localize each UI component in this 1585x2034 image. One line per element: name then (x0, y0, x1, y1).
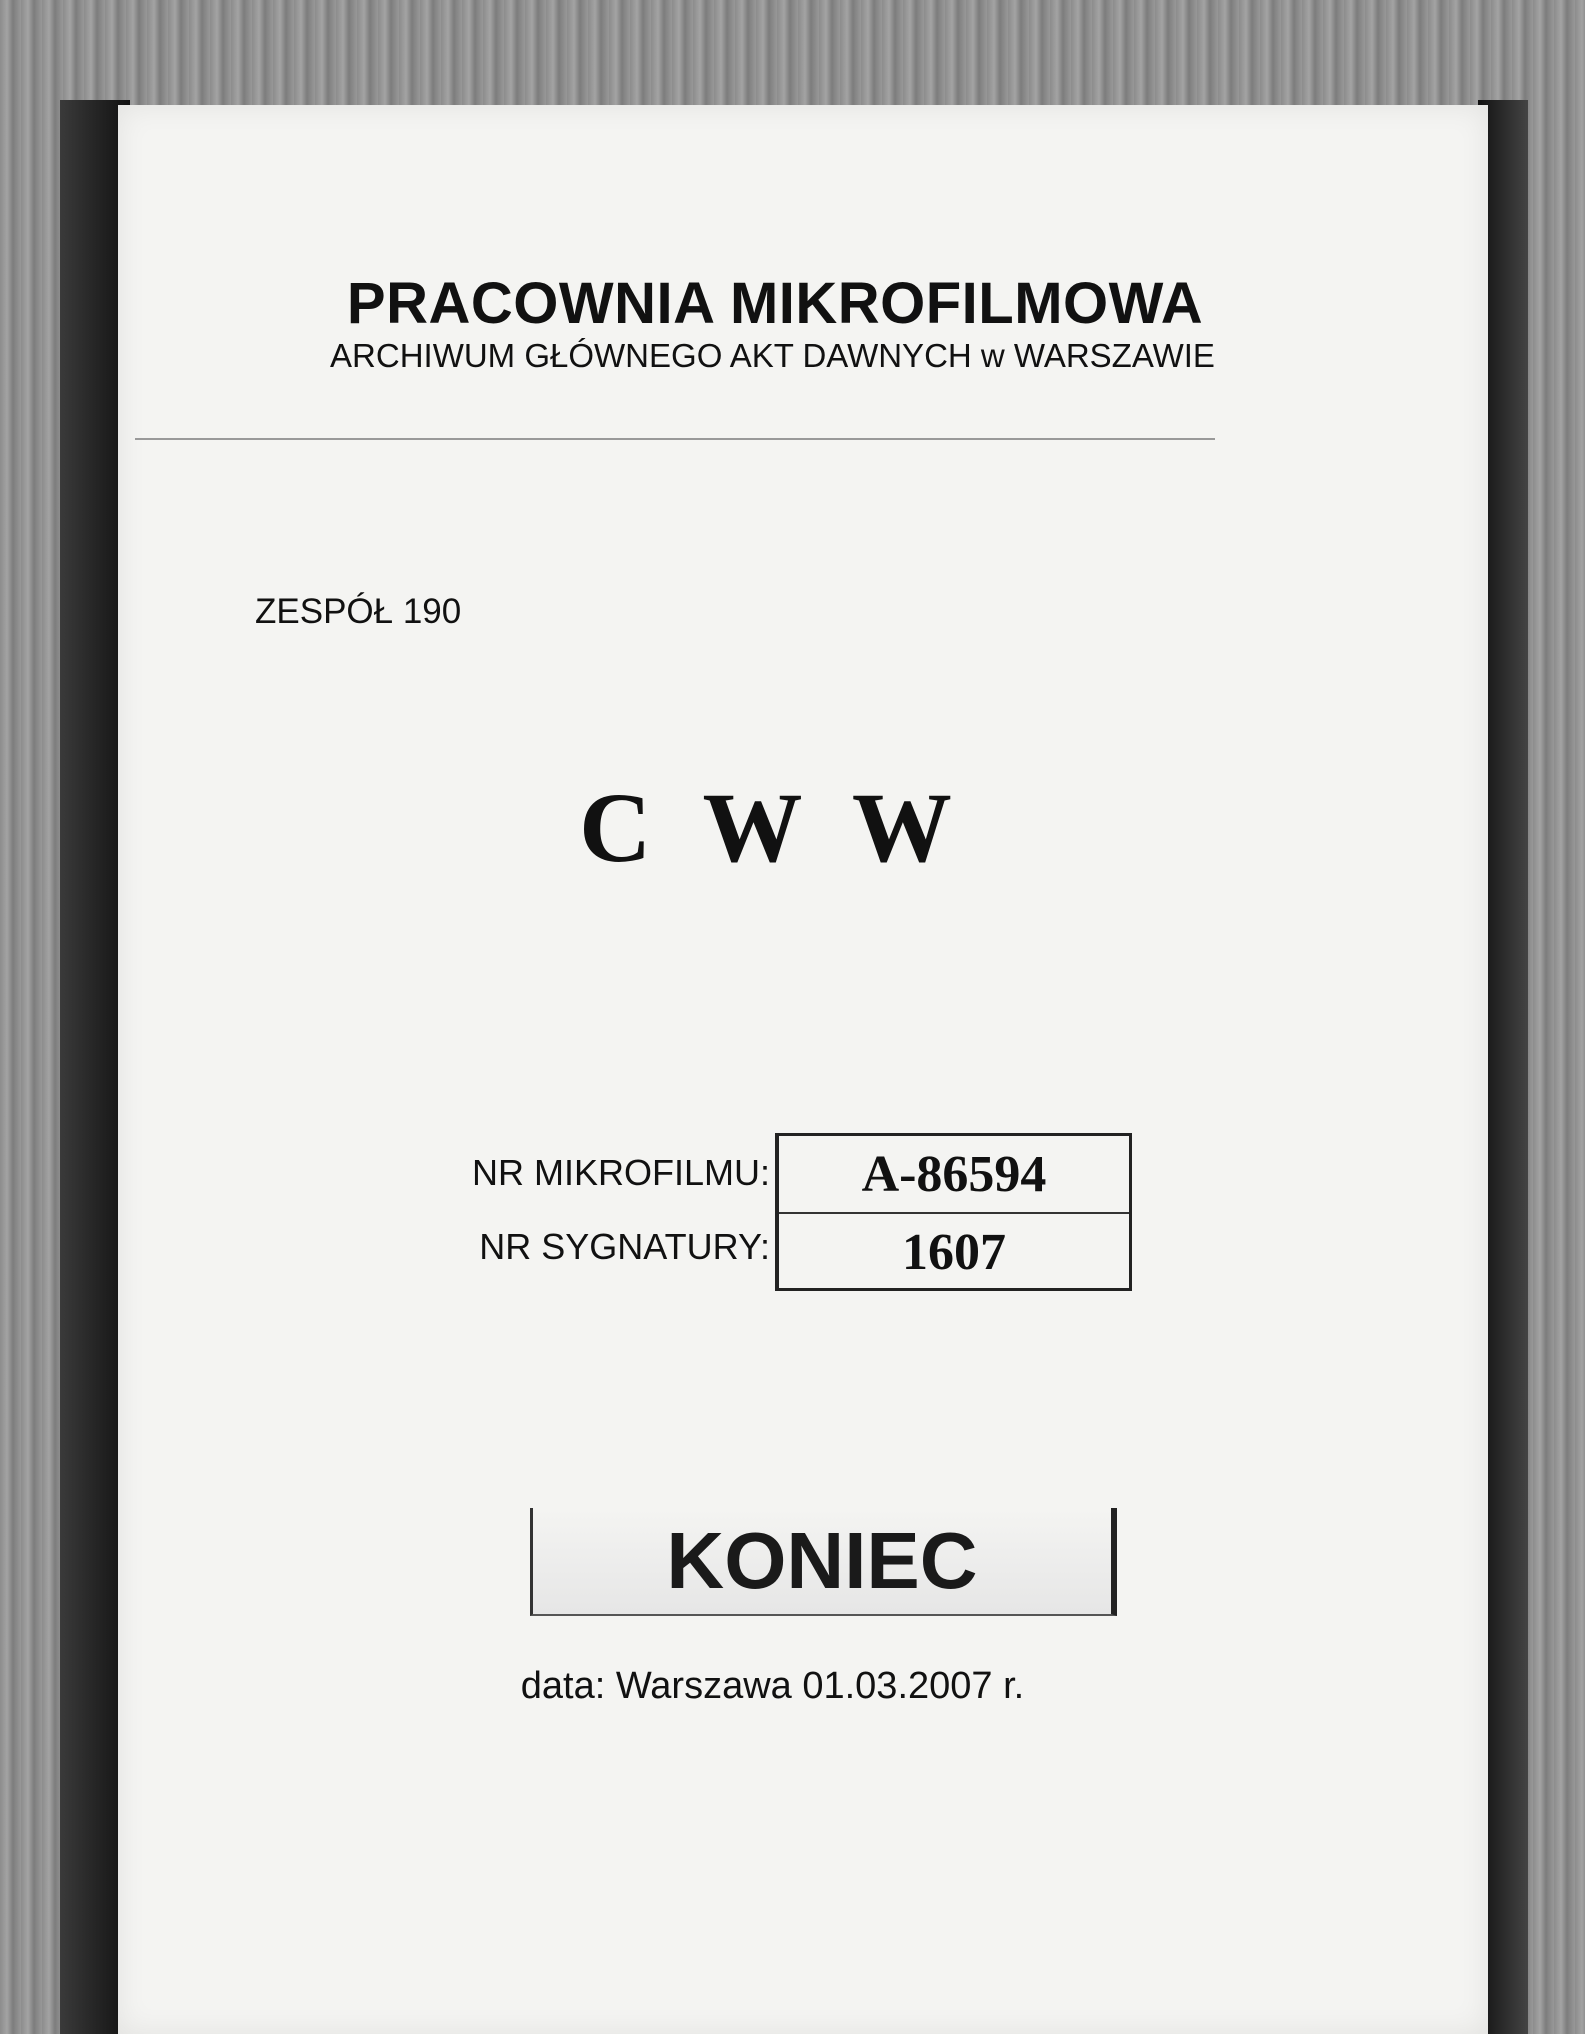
end-label: KONIEC (530, 1508, 1117, 1616)
document-sheet (118, 105, 1488, 2034)
microfilm-value: A-86594 (779, 1136, 1129, 1214)
collection-code: C W W (579, 772, 966, 883)
document-subtitle: ARCHIWUM GŁÓWNEGO AKT DAWNYCH w WARSZAWIE (330, 337, 1215, 374)
signature-value: 1607 (902, 1223, 1006, 1281)
signature-label: NR SYGNATURY: (479, 1226, 770, 1267)
microfilm-label: NR MIKROFILMU: (471, 1152, 770, 1193)
zespol-number: ZESPÓŁ 190 (255, 592, 462, 631)
number-box (775, 1133, 1132, 1291)
document-title: PRACOWNIA MIKROFILMOWA (346, 271, 1204, 336)
date-line: data: Warszawa 01.03.2007 r. (520, 1665, 1025, 1707)
divider (135, 438, 1215, 440)
